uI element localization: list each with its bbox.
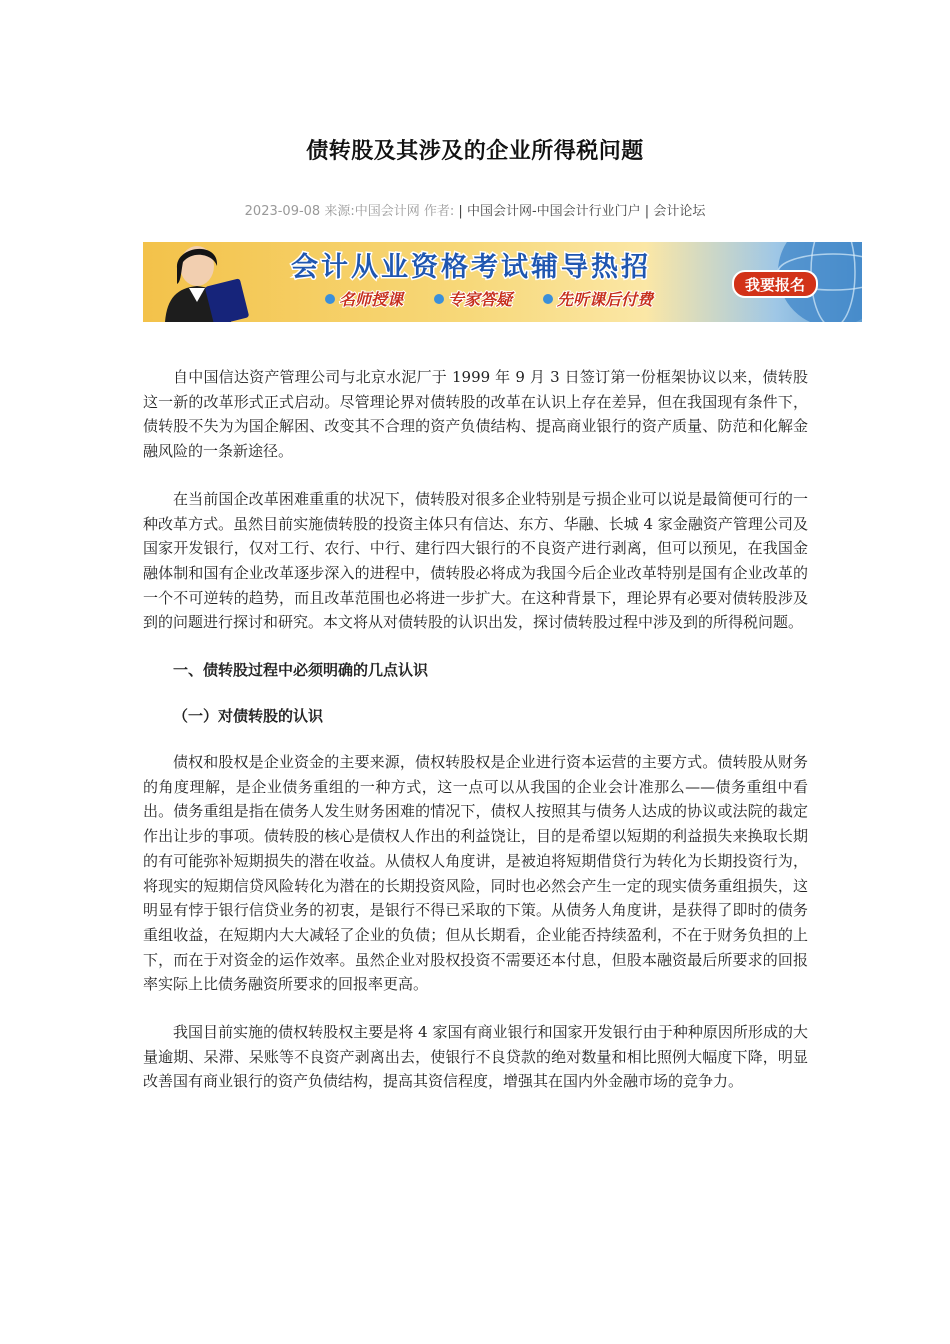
- section-heading: 一、债转股过程中必须明确的几点认识: [173, 661, 429, 680]
- bullet-icon: [543, 294, 553, 304]
- banner-item-experts: 专家答疑: [448, 290, 513, 309]
- forum-link[interactable]: 会计论坛: [653, 204, 706, 219]
- paragraph: 在当前国企改革困难重重的状况下，债转股对很多企业特别是亏损企业可以说是最简便可行的一种改革方式。虽然目前实施债转股的投资主体只有信达、东方、华融、长城 4 家金融资产管理公司及国家开发银行，仅对工行、农行、中行、建行四大银行的不良资产进行剥离，但可以预见，在我国金融体制和国有企业改革逐步深入的进程中，债转股必将成为我国今后企业改革特别是国有企业改革的一个不可逆转的趋势，而且改革范围也必将进一步扩大。在这种背景下，理论界有必要对债转股涉及到的问题进行探讨和研究。本文将从对债转股的认识出发，探讨债转股过程中涉及到的所得税问题。: [143, 489, 808, 632]
- article-body: [143, 365, 808, 1117]
- banner-graphic: [143, 242, 862, 322]
- bullet-icon: [325, 294, 335, 304]
- ad-banner[interactable]: [143, 242, 862, 322]
- register-button: [733, 271, 817, 297]
- source-label: 来源:: [324, 204, 355, 219]
- presenter-figure-icon: [165, 246, 249, 322]
- bullet-icon: [434, 294, 444, 304]
- register-button-label: 我要报名: [744, 276, 806, 294]
- article-meta: [0, 200, 950, 219]
- paragraph: 我国目前实施的债权转股权主要是将 4 家国有商业银行和国家开发银行由于种种原因所形成的大量逾期、呆滞、呆账等不良资产剥离出去，使银行不良贷款的绝对数量和相比照例大幅度下降，明显改善国有商业银行的资产负债结构，提高其资信程度，增强其在国内外金融市场的竞争力。: [143, 1023, 808, 1091]
- publish-date: 2023-09-08: [244, 204, 321, 219]
- paragraph: 债权和股权是企业资金的主要来源，债权转股权是企业进行资本运营的主要方式。债转股从财务的角度理解，是企业债务重组的一种方式，这一点可以从我国的企业会计准那么——债务重组中看出。债务重组是指在债务人发生财务困难的情况下，债权人按照其与债务人达成的协议或法院的裁定作出让步的事项。债转股的核心是债权人作出的利益饶让，目的是希望以短期的利益损失来换取长期的有可能弥补短期损失的潜在收益。从债权人角度讲，是被迫将短期借贷行为转化为长期投资行为，将现实的短期信贷风险转化为潜在的长期投资风险，同时也必然会产生一定的现实债务重组损失，这明显有悖于银行信贷业务的初衷，是银行不得已采取的下策。从债务人角度讲，是获得了即时的债务重组收益，在短期内大大减轻了企业的负债；但从长期看，企业能否持续盈利，不在于财务负担的上下，而在于对资金的运作效率。虽然企业对股权投资不需要还本付息，但股本融资最后所要求的回报率实际上比债务融资所要求的回报率更高。: [143, 753, 808, 994]
- author-label: 作者:: [423, 204, 455, 219]
- meta-separator: |: [640, 204, 654, 219]
- banner-headline: 会计从业资格考试辅导热招: [291, 252, 651, 283]
- meta-separator: |: [454, 204, 467, 219]
- article-title: 债转股及其涉及的企业所得税问题: [306, 139, 644, 164]
- source-name: 中国会计网: [354, 204, 420, 219]
- paragraph: 自中国信达资产管理公司与北京水泥厂于 1999 年 9 月 3 日签订第一份框架协议以来，债转股这一新的改革形式正式启动。尽管理论界对债转股的改革在认识上存在差异，但在我国现有条件下，债转股不失为为国企解困、改变其不合理的资产负债结构、提高商业银行的资产质量、防范和化解金融风险的一条新途径。: [143, 368, 808, 461]
- portal-link[interactable]: 中国会计网-中国会计行业门户: [466, 204, 641, 219]
- banner-item-teachers: 名师授课: [339, 290, 404, 309]
- subsection-heading: （一）对债转股的认识: [173, 707, 324, 726]
- banner-item-pay-later: 先听课后付费: [557, 290, 654, 309]
